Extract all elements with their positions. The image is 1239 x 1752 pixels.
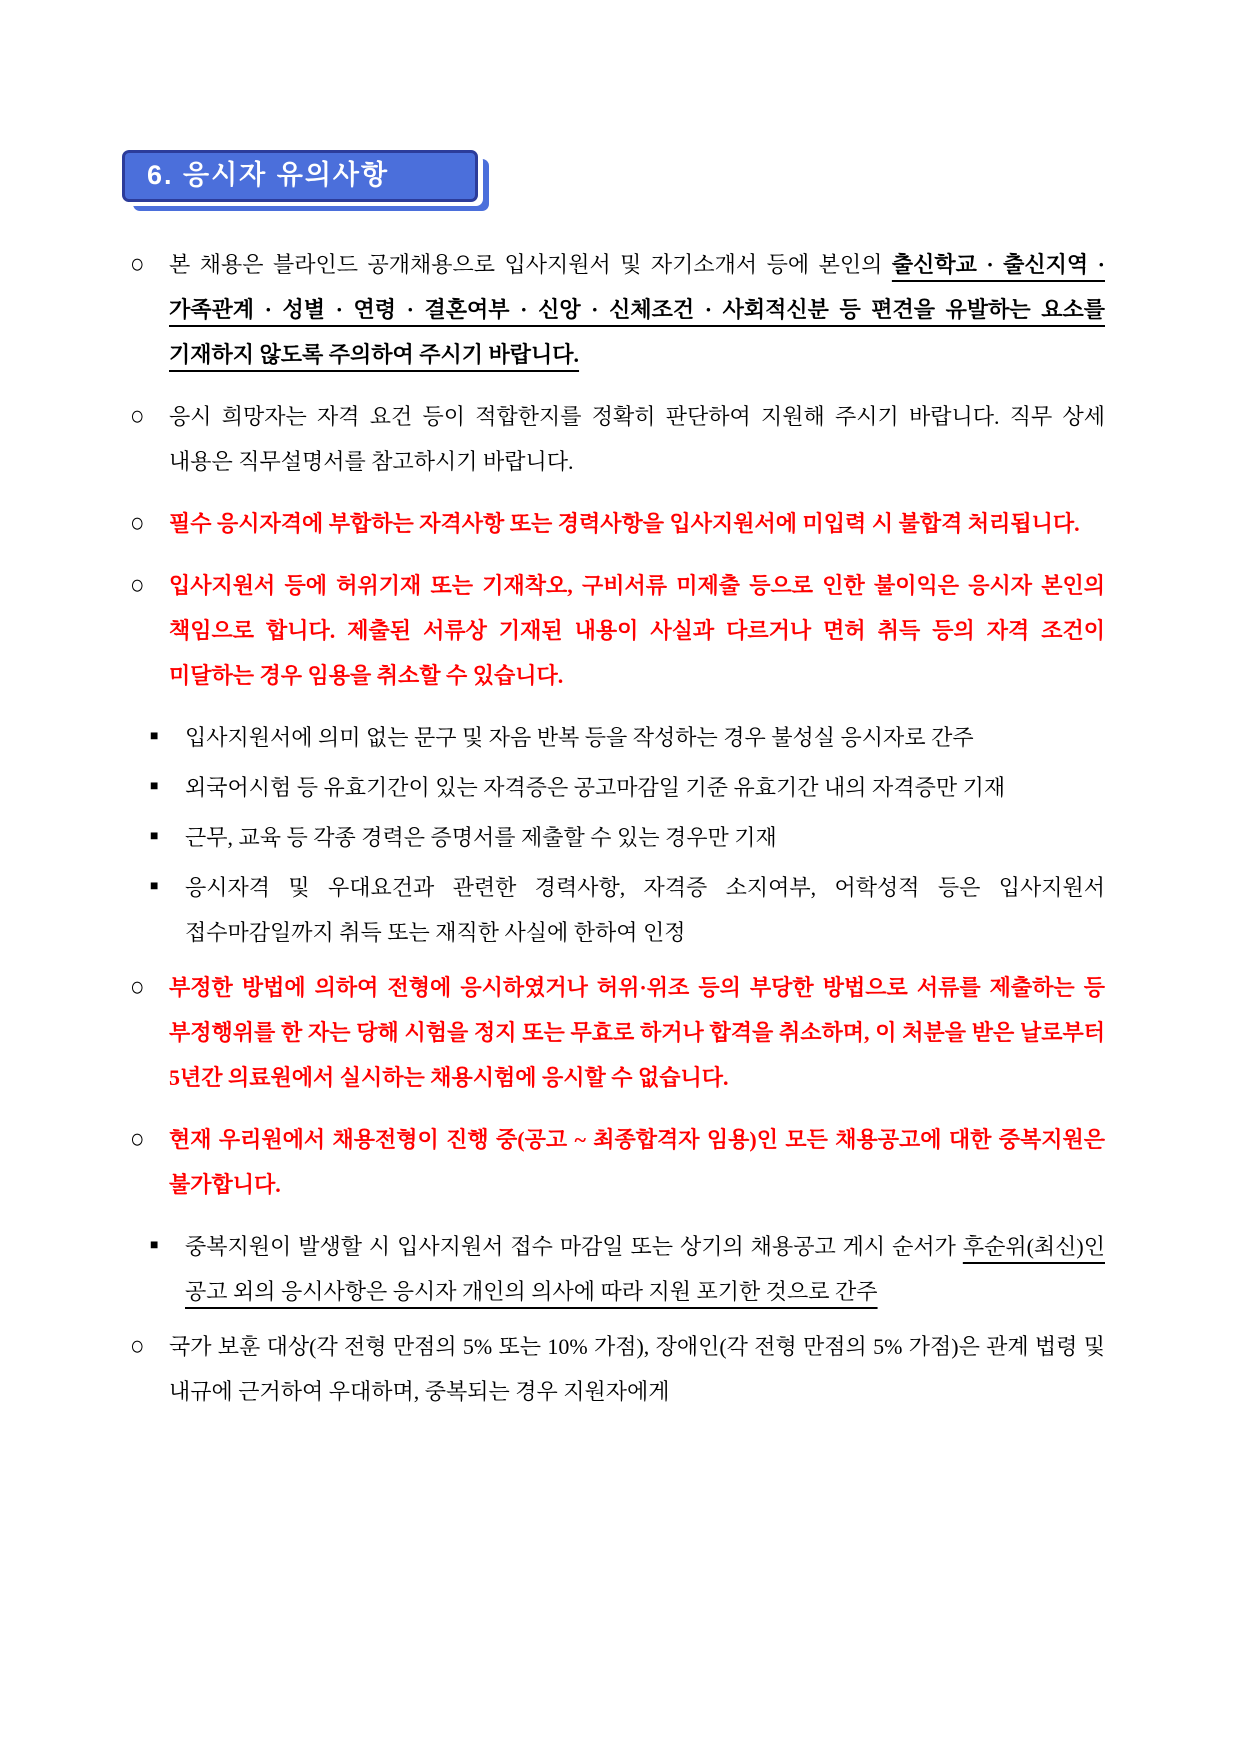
notice-text-segment: 근무, 교육 등 각종 경력은 증명서를 제출할 수 있는 경우만 기재: [185, 825, 777, 850]
notice-item: [122, 242, 1105, 377]
section-header: [122, 150, 478, 202]
notice-text-segment: 입사지원서 등에 허위기재 또는 기재착오, 구비서류 미제출 등으로 인한 불이익은 응시자 본인의 책임으로 합니다. 제출된 서류상 기재된 내용이 사실과 다르거나 면허 취득 등의 자격 조건이 미달하는 경우 임용을 취소할 수 있습니다.: [169, 573, 1105, 688]
notice-text: [169, 975, 1105, 1090]
notice-text: [185, 725, 974, 750]
square-bullet-icon: ■: [150, 779, 159, 794]
square-bullet-icon: ■: [150, 1238, 159, 1253]
notice-text: [185, 875, 1105, 945]
notice-text-segment: 입사지원서에 의미 없는 문구 및 자음 반복 등을 작성하는 경우 불성실 응시자로 간주: [185, 725, 974, 750]
notice-text: [169, 511, 1080, 536]
notice-text: [185, 775, 1005, 800]
notice-text-segment: 국가 보훈 대상(각 전형 만점의 5% 또는 10% 가점), 장애인(각 전형 만점의 5% 가점)은 관계 법령 및 내규에 근거하여 우대하며, 중복되는 경우 지원자에게: [169, 1334, 1105, 1404]
section-title: 6. 응시자 유의사항: [147, 160, 390, 190]
notice-text-segment: 중복지원이 발생할 시 입사지원서 접수 마감일 또는 상기의 채용공고 게시 순서가: [185, 1234, 963, 1259]
notice-text-segment: 본 채용은 블라인드 공개채용으로 입사지원서 및 자기소개서 등에 본인의: [169, 252, 892, 277]
notice-subitem: [122, 765, 1105, 810]
notice-text: [185, 825, 777, 850]
notice-subitem: [122, 815, 1105, 860]
notice-item: [122, 563, 1105, 698]
notice-text: [185, 1234, 1105, 1304]
notice-subitem: [122, 865, 1105, 955]
notice-text-segment: 후순위(최신)인 공고 외의 응시사항은 응시자 개인의 의사에 따라 지원 포기한 것으로 간주: [185, 1234, 1105, 1304]
notice-subitem: [122, 1224, 1105, 1314]
circle-bullet-icon: ○: [130, 1124, 145, 1155]
square-bullet-icon: ■: [150, 729, 159, 744]
square-bullet-icon: ■: [150, 879, 159, 894]
notice-text: [169, 1334, 1105, 1404]
square-bullet-icon: ■: [150, 829, 159, 844]
notice-text-segment: 응시 희망자는 자격 요건 등이 적합한지를 정확히 판단하여 지원해 주시기 바랍니다. 직무 상세 내용은 직무설명서를 참고하시기 바랍니다.: [169, 404, 1105, 474]
notice-text-segment: 외국어시험 등 유효기간이 있는 자격증은 공고마감일 기준 유효기간 내의 자격증만 기재: [185, 775, 1006, 800]
notice-item: [122, 965, 1105, 1100]
notice-item: [122, 1324, 1105, 1414]
notice-text-segment: 응시자격 및 우대요건과 관련한 경력사항, 자격증 소지여부, 어학성적 등은 입사지원서 접수마감일까지 취득 또는 재직한 사실에 한하여 인정: [185, 875, 1105, 945]
circle-bullet-icon: ○: [130, 972, 145, 1003]
notice-text-segment: 출신학교 · 출신지역 · 가족관계 · 성별 · 연령 · 결혼여부 · 신앙 · 신체조건 · 사회적신분 등 편견을 유발하는 요소를 기재하지 않도록 주의하여 주시기 바랍니다.: [169, 252, 1105, 367]
notice-text-segment: 현재 우리원에서 채용전형이 진행 중(공고 ~ 최종합격자 임용)인 모든 채용공고에 대한 중복지원은 불가합니다.: [169, 1127, 1105, 1197]
notice-text: [169, 404, 1105, 474]
notice-item: [122, 1117, 1105, 1207]
notice-text: [169, 1127, 1105, 1197]
notice-text-segment: 필수 응시자격에 부합하는 자격사항 또는 경력사항을 입사지원서에 미입력 시 불합격 처리됩니다.: [169, 511, 1080, 536]
circle-bullet-icon: ○: [130, 249, 145, 280]
circle-bullet-icon: ○: [130, 1331, 145, 1362]
notice-item: [122, 394, 1105, 484]
notice-text: [169, 573, 1105, 688]
circle-bullet-icon: ○: [130, 570, 145, 601]
notice-list: [122, 242, 1105, 1414]
circle-bullet-icon: ○: [130, 401, 145, 432]
notice-text: [169, 252, 1105, 367]
circle-bullet-icon: ○: [130, 508, 145, 539]
notice-text-segment: 부정한 방법에 의하여 전형에 응시하였거나 허위·위조 등의 부당한 방법으로 서류를 제출하는 등 부정행위를 한 자는 당해 시험을 정지 또는 무효로 하거나 합격을 취소하며, 이 처분을 받은 날로부터 5년간 의료원에서 실시하는 채용시험에 응시할 수 없습니다.: [169, 975, 1105, 1090]
notice-subitem: [122, 715, 1105, 760]
notice-item: [122, 501, 1105, 546]
